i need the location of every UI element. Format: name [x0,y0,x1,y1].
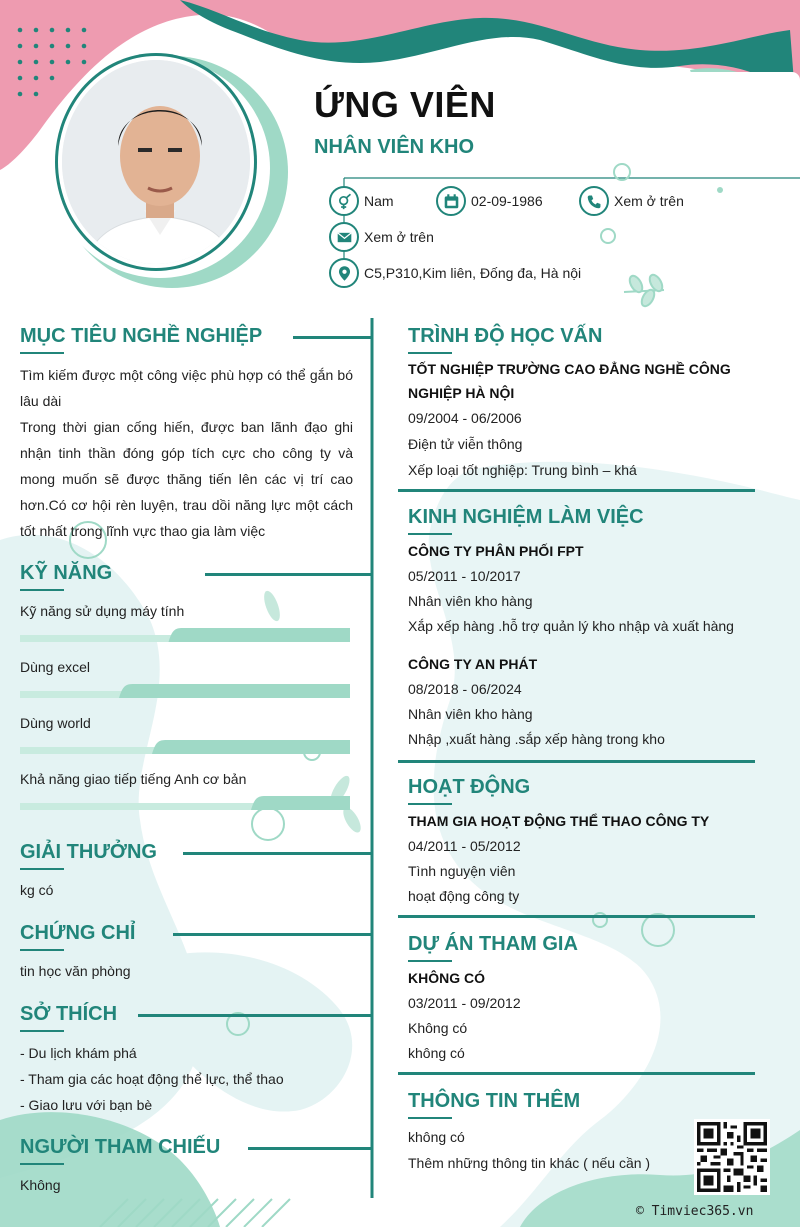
email-value: Xem ở trên [364,229,434,245]
objective-rule [293,336,372,339]
contact-birthday [436,186,543,216]
skill-label: Khả năng giao tiếp tiếng Anh cơ bản [20,771,247,787]
hobbies-rule [138,1014,372,1017]
skills-rule [205,573,372,576]
job-period: 05/2011 - 10/2017 [408,568,521,584]
watermark: © Timviec365.vn [636,1204,754,1219]
address-value: C5,P310,Kim liên, Đống đa, Hà nội [364,265,582,281]
activity-description: hoạt động công ty [408,888,520,904]
education-period: 09/2004 - 06/2006 [408,410,522,426]
references-title: NGƯỜI THAM CHIẾU [20,1136,221,1158]
skill-fill [251,796,350,810]
education-underline [408,352,452,354]
project-period: 03/2011 - 09/2012 [408,995,521,1011]
education-major: Điện tử viễn thông [408,436,523,452]
job-company: CÔNG TY AN PHÁT [408,656,538,672]
extra-title: THÔNG TIN THÊM [408,1090,581,1112]
candidate-name: ỨNG VIÊN [314,84,496,125]
hobbies-list [20,1040,284,1118]
contact-phone [579,186,684,216]
qr-code-icon [697,1122,767,1192]
qr-code [694,1119,770,1195]
skill-bar [20,740,350,754]
contact-gender [329,186,394,216]
email-icon [329,222,359,252]
section-divider [398,760,755,763]
extra-block [408,1124,698,1176]
contact-email [329,222,434,252]
education-title: TRÌNH ĐỘ HỌC VẤN [408,325,603,347]
education-grade: Xếp loại tốt nghiệp: Trung bình – khá [408,462,637,478]
skills-underline [20,589,64,591]
phone-icon [579,186,609,216]
certificates-title: CHỨNG CHỈ [20,922,136,944]
hobbies-underline [20,1030,64,1032]
awards-text: kg có [20,882,54,898]
awards-underline [20,868,64,870]
section-divider [398,915,755,918]
skill-fill [169,628,351,642]
objective-title: MỤC TIÊU NGHỀ NGHIỆP [20,325,263,347]
activities-block [408,809,778,909]
location-icon [329,258,359,288]
project-role: Không có [408,1020,468,1036]
experience-job [408,539,778,639]
skills-title: KỸ NĂNG [20,562,113,584]
activity-period: 04/2011 - 05/2012 [408,838,521,854]
activity-name: THAM GIA HOẠT ĐỘNG THỂ THAO CÔNG TY [408,813,710,829]
skill-fill [152,740,350,754]
skill-label: Kỹ năng sử dụng máy tính [20,603,185,619]
job-title: NHÂN VIÊN KHO [314,136,475,158]
project-description: không có [408,1045,465,1061]
education-school: TỐT NGHIỆP TRƯỜNG CAO ĐẲNG NGHỀ CÔNG NGHIỆP HÀ NỘI [408,361,731,401]
objective-line-2: Trong thời gian cống hiến, được ban lãnh đạo ghi nhận tinh thần đóng góp tích cực cho công ty và mong muốn sẽ được thăng tiến lên các vị trí cao hơn.Có cơ hội rèn luyện, trau dồi năng lực một cách tốt nhất trong lĩnh vực thao gia làm việc [20,419,353,539]
hobby-item: - Giao lưu với bạn bè [20,1097,153,1113]
hobby-item: - Du lịch khám phá [20,1045,137,1061]
gender-icon [329,186,359,216]
references-rule [248,1147,372,1150]
activities-underline [408,803,452,805]
objective-underline [20,352,64,354]
certificates-text: tin học văn phòng [20,963,131,979]
activities-title: HOẠT ĐỘNG [408,776,531,798]
skill-fill [119,684,350,698]
gender-value: Nam [364,193,394,209]
phone-value: Xem ở trên [614,193,684,209]
projects-title: DỰ ÁN THAM GIA [408,933,578,955]
avatar-portrait [62,60,254,268]
section-divider [398,489,755,492]
contact-address [329,258,581,288]
job-position: Nhân viên kho hàng [408,706,533,722]
skill-label: Dùng world [20,715,91,731]
extra-line: Thêm những thông tin khác ( nếu cần ) [408,1155,651,1171]
objective-line-1: Tìm kiếm được một công việc phù hợp có thể gắn bó lâu dài [20,367,353,409]
job-position: Nhân viên kho hàng [408,593,533,609]
birthday-value: 02-09-1986 [471,193,543,209]
education-block [408,357,778,483]
extra-line: không có [408,1129,465,1145]
projects-underline [408,960,452,962]
calendar-icon [436,186,466,216]
hobby-item: - Tham gia các hoạt động thể lực, thể thao [20,1071,284,1087]
certificates-rule [173,933,372,936]
references-underline [20,1163,64,1165]
skill-bar [20,684,350,698]
awards-rule [183,852,372,855]
references-text: Không [20,1177,61,1193]
experience-title: KINH NGHIỆM LÀM VIỆC [408,506,644,528]
section-divider [398,1072,755,1075]
avatar [58,56,254,268]
project-name: KHÔNG CÓ [408,970,485,986]
extra-underline [408,1117,452,1119]
job-description: Xắp xếp hàng .hỗ trợ quản lý kho nhập và xuất hàng [408,618,734,634]
job-period: 08/2018 - 06/2024 [408,681,522,697]
awards-title: GIẢI THƯỞNG [20,841,157,863]
certificates-underline [20,949,64,951]
experience-underline [408,533,452,535]
job-description: Nhập ,xuất hàng .sắp xếp hàng trong kho [408,731,665,747]
skill-bar [20,628,350,642]
job-company: CÔNG TY PHÂN PHỐI FPT [408,543,584,559]
projects-block [408,966,778,1066]
objective-text [20,362,353,544]
skill-bar [20,796,350,810]
experience-job [408,652,778,752]
activity-role: Tình nguyện viên [408,863,516,879]
skill-label: Dùng excel [20,659,91,675]
hobbies-title: SỞ THÍCH [20,1003,118,1025]
